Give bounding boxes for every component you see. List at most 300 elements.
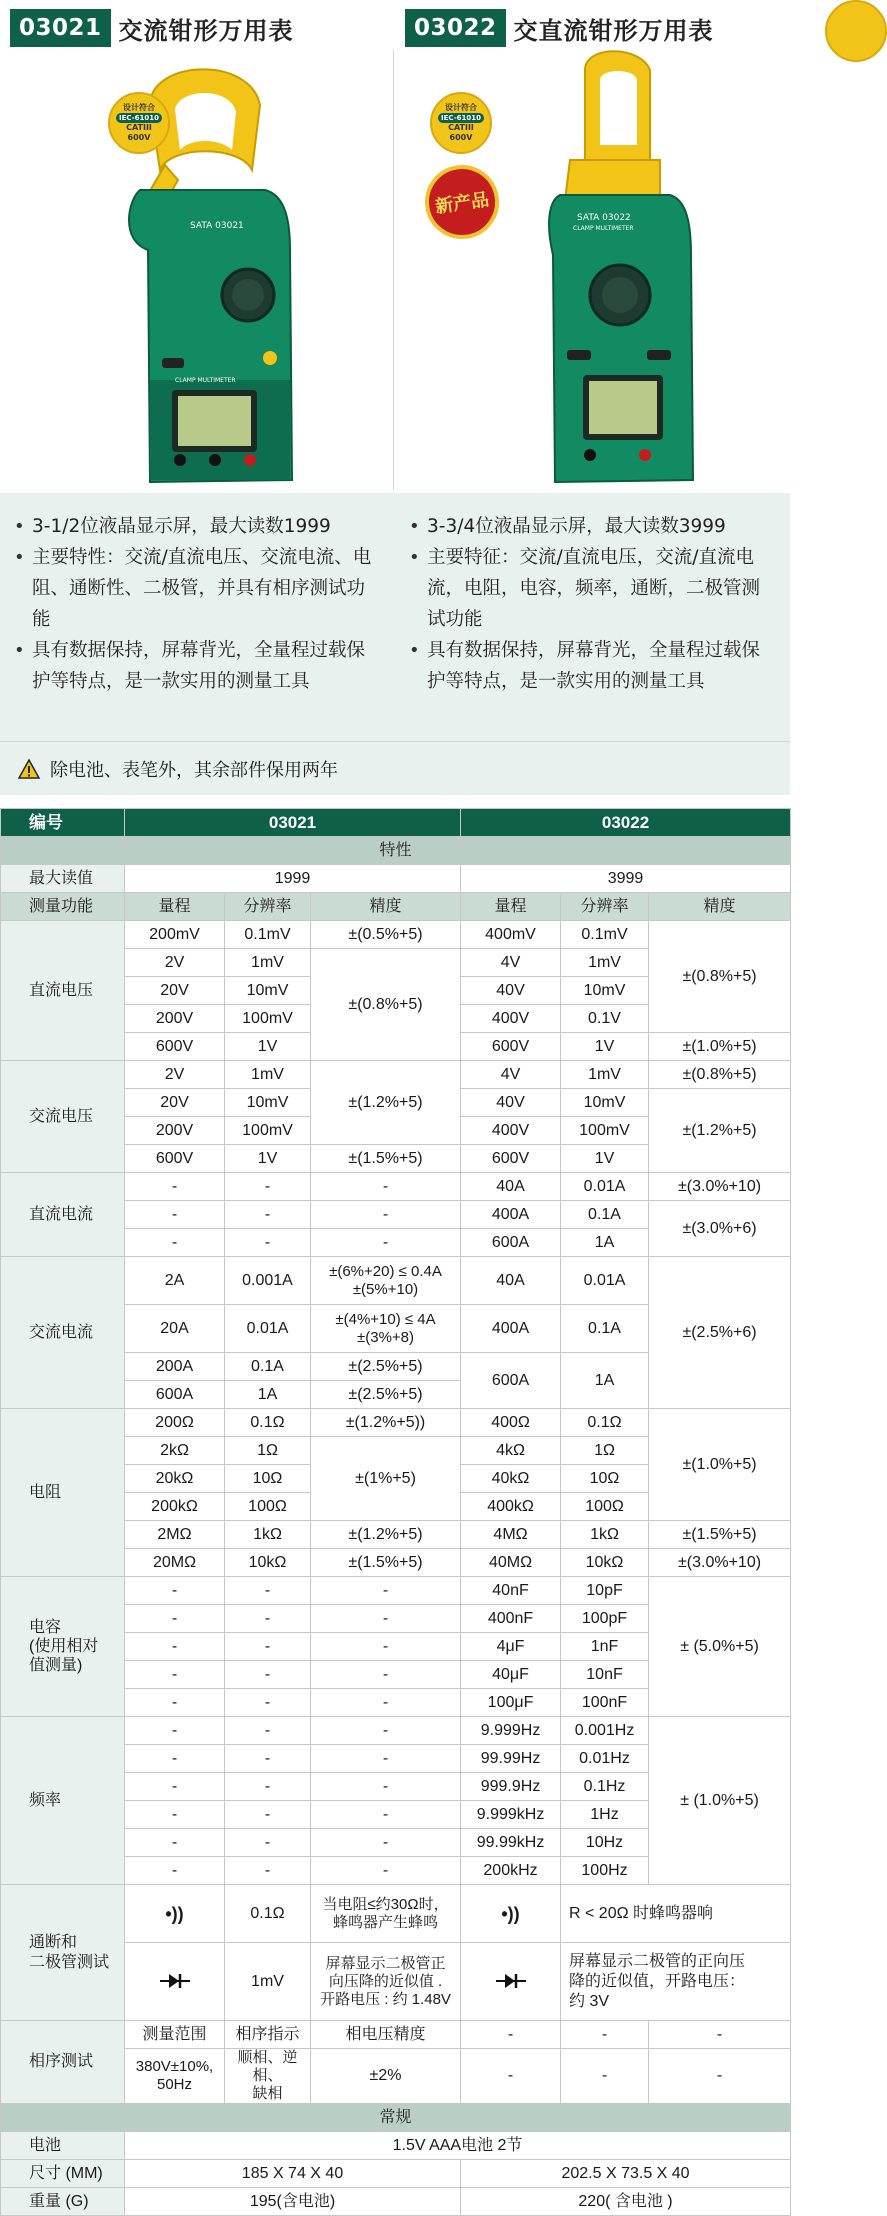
cell: ±(1.5%+5)	[311, 1145, 461, 1173]
cell: 相序指示	[225, 2021, 311, 2049]
cell: -	[125, 1689, 225, 1717]
cell: 1Hz	[561, 1801, 649, 1829]
cell: -	[125, 1829, 225, 1857]
cell: 100nF	[561, 1689, 649, 1717]
cell-line: 380V±10%,	[135, 2058, 214, 2075]
divider	[393, 50, 394, 490]
cell: -	[311, 1661, 461, 1689]
diode-icon	[125, 1943, 225, 2021]
cell: 1A	[225, 1381, 311, 1409]
cert-line: CATIII	[448, 123, 474, 132]
cell: ±(1.2%+5)	[311, 1521, 461, 1549]
feature-item: • 3-1/2位液晶显示屏，最大读数1999	[14, 511, 381, 542]
cell: ±(2.5%+6)	[649, 1257, 791, 1409]
cell: 20MΩ	[125, 1549, 225, 1577]
cell: ±(1.2%+5))	[311, 1409, 461, 1437]
cell: 40A	[461, 1257, 561, 1305]
header-03022: 03022	[461, 809, 791, 837]
cell: 0.1Ω	[561, 1409, 649, 1437]
cert-line: 600V	[127, 133, 151, 142]
iec-cert-badge	[825, 0, 887, 62]
cell: ± (1.0%+5)	[649, 1717, 791, 1885]
cert-line: 设计符合	[445, 103, 477, 112]
table-row	[1, 2160, 791, 2188]
product-code: 03022	[405, 9, 506, 47]
cell: 40V	[461, 977, 561, 1005]
cell: 1A	[561, 1229, 649, 1257]
table-row	[1, 1577, 791, 1605]
cell: ± (5.0%+5)	[649, 1577, 791, 1717]
cell: -	[311, 1689, 461, 1717]
cell	[225, 2049, 311, 2104]
cell: ±(3.0%+10)	[649, 1549, 791, 1577]
cell: -	[225, 1773, 311, 1801]
cell: 0.1V	[561, 1005, 649, 1033]
cell: -	[311, 1717, 461, 1745]
cell: -	[561, 2021, 649, 2049]
cell-line: 缺相	[252, 2085, 283, 2102]
cell: 202.5 X 73.5 X 40	[461, 2160, 791, 2188]
cell	[311, 1305, 461, 1353]
cert-line: IEC-61010	[116, 113, 162, 123]
cell: -	[225, 1829, 311, 1857]
cell-line: ±(5%+10)	[352, 1280, 419, 1298]
cell: 400A	[461, 1201, 561, 1229]
cell: 99.99Hz	[461, 1745, 561, 1773]
cell: 1mV	[225, 1943, 311, 2021]
cell: 10mV	[225, 1089, 311, 1117]
product-name: 交流钳形万用表	[118, 16, 294, 45]
cert-line: IEC-61010	[438, 113, 484, 123]
cell: 400nF	[461, 1605, 561, 1633]
cell: 200kHz	[461, 1857, 561, 1885]
cell: ±(2.5%+5)	[311, 1353, 461, 1381]
row-label: 交流电流	[1, 1257, 125, 1409]
cell-line: 屏幕显示二极管的正向压	[569, 1952, 746, 1970]
cell: 相电压精度	[311, 2021, 461, 2049]
features-03021	[0, 493, 395, 751]
col-header: 分辨率	[561, 893, 649, 921]
cell: 99.99kHz	[461, 1829, 561, 1857]
row-label: 频率	[1, 1717, 125, 1885]
cell: 200Ω	[125, 1409, 225, 1437]
cell: ±(0.8%+5)	[649, 921, 791, 1033]
row-label-line: 二极管测试	[29, 1953, 110, 1971]
cell: 20V	[125, 1089, 225, 1117]
cell: -	[225, 1717, 311, 1745]
cell: 1V	[561, 1033, 649, 1061]
cell: 200kΩ	[125, 1493, 225, 1521]
cell: 1V	[561, 1145, 649, 1173]
product-panels	[0, 0, 790, 493]
cell: -	[125, 1577, 225, 1605]
cell: 200mV	[125, 921, 225, 949]
column-header-row	[1, 893, 791, 921]
product-title	[10, 9, 294, 47]
cell: -	[311, 1605, 461, 1633]
cell: -	[125, 1173, 225, 1201]
features-03022	[395, 493, 790, 751]
cell: -	[125, 1717, 225, 1745]
table-row	[1, 1257, 791, 1305]
cell: ±(1.0%+5)	[649, 1409, 791, 1521]
cell: -	[649, 2049, 791, 2104]
cell: 3999	[461, 865, 791, 893]
cell: 10Ω	[561, 1465, 649, 1493]
cell: 1mV	[225, 1061, 311, 1089]
cell: ±(3.0%+10)	[649, 1173, 791, 1201]
cell: 2A	[125, 1257, 225, 1305]
cell: -	[561, 2049, 649, 2104]
cell: -	[125, 1605, 225, 1633]
cell: 4MΩ	[461, 1521, 561, 1549]
cell: 40MΩ	[461, 1549, 561, 1577]
cell-line: 当电阻≤约30Ω时，	[322, 1895, 449, 1913]
row-label-line: 通断和	[29, 1933, 78, 1951]
cell: 1kΩ	[561, 1521, 649, 1549]
cell: 100pF	[561, 1605, 649, 1633]
cell: 999.9Hz	[461, 1773, 561, 1801]
cell: 200A	[125, 1353, 225, 1381]
cell: 0.01A	[225, 1305, 311, 1353]
cell: 185 X 74 X 40	[125, 2160, 461, 2188]
table-row	[1, 865, 791, 893]
cell: 1mV	[225, 949, 311, 977]
cell: 4kΩ	[461, 1437, 561, 1465]
continuity-icon: •))	[461, 1885, 561, 1943]
cell: 1nF	[561, 1633, 649, 1661]
header-label: 编号	[1, 809, 125, 837]
cell: 40A	[461, 1173, 561, 1201]
cell: 1mV	[561, 1061, 649, 1089]
cell: -	[649, 2021, 791, 2049]
feature-item: • 具有数据保持，屏幕背光，全量程过载保护等特点，是一款实用的测量工具	[14, 635, 381, 697]
cell: ±(1.2%+5)	[649, 1089, 791, 1173]
feature-item: • 主要特征：交流/直流电压，交流/直流电流，电阻，电容，频率，通断，二极管测试功能	[409, 542, 776, 635]
cell: 1999	[125, 865, 461, 893]
cell: ±(1.5%+5)	[649, 1521, 791, 1549]
cell	[561, 1943, 791, 2021]
product-title	[405, 9, 714, 47]
cell: -	[125, 1633, 225, 1661]
cell-line: ±(3%+8)	[357, 1328, 415, 1346]
cell: 40nF	[461, 1577, 561, 1605]
continuity-icon: •))	[125, 1885, 225, 1943]
warranty-text: 除电池、表笔外，其余部件保用两年	[50, 759, 338, 781]
cell: -	[311, 1857, 461, 1885]
warning-icon	[18, 759, 40, 779]
cell: 2V	[125, 1061, 225, 1089]
cell-line: ±(6%+20) ≤ 0.4A	[329, 1262, 442, 1280]
col-header: 测量功能	[1, 893, 125, 921]
col-header: 分辨率	[225, 893, 311, 921]
svg-text:SATA 03021: SATA 03021	[190, 221, 244, 231]
cell: ±(0.8%+5)	[649, 1061, 791, 1089]
cell: 1V	[225, 1145, 311, 1173]
cell-line: 50Hz	[156, 2076, 193, 2093]
cell: 100mV	[225, 1117, 311, 1145]
cell: -	[311, 1577, 461, 1605]
cell: 2kΩ	[125, 1437, 225, 1465]
col-header: 精度	[649, 893, 791, 921]
cell: 4V	[461, 1061, 561, 1089]
row-label: 相序测试	[1, 2021, 125, 2104]
spec-table	[0, 808, 791, 2216]
cell: ±(1%+5)	[311, 1437, 461, 1521]
table-row	[1, 1061, 791, 1089]
cell: 1mV	[561, 949, 649, 977]
cell-line: 顺相、逆相、	[237, 2049, 298, 2084]
col-header: 量程	[461, 893, 561, 921]
row-label-line: 值测量)	[29, 1657, 83, 1674]
product-name: 交直流钳形万用表	[513, 16, 714, 45]
cell-line: 开路电压 : 约 1.48V	[320, 1990, 451, 2008]
table-row	[1, 2132, 791, 2160]
table-row	[1, 2188, 791, 2216]
cell: -	[311, 1173, 461, 1201]
cell: 9.999kHz	[461, 1801, 561, 1829]
cell: 40V	[461, 1089, 561, 1117]
cell: 200V	[125, 1005, 225, 1033]
section-general: 常规	[1, 2104, 791, 2132]
cell-line: 向压降的近似值 .	[328, 1972, 443, 1990]
features-panel	[0, 493, 790, 751]
cell: 100mV	[561, 1117, 649, 1145]
cell: 4V	[461, 949, 561, 977]
row-label	[1, 1885, 125, 2021]
cell: 0.1mV	[561, 921, 649, 949]
cell: 400mV	[461, 921, 561, 949]
cell: -	[125, 1773, 225, 1801]
cell: ±(1.2%+5)	[311, 1061, 461, 1145]
cell: 测量范围	[125, 2021, 225, 2049]
cell: -	[311, 1201, 461, 1229]
cell	[125, 2049, 225, 2104]
cell-line: 降的近似值，开路电压：	[569, 1972, 746, 1990]
cell: -	[225, 1229, 311, 1257]
feature-item: • 3-3/4位液晶显示屏，最大读数3999	[409, 511, 776, 542]
cell: 100Ω	[561, 1493, 649, 1521]
feature-item: • 主要特性：交流/直流电压、交流电流、电阻、通断性、二极管，并具有相序测试功能	[14, 542, 381, 635]
cell: 600A	[461, 1353, 561, 1409]
cell: 4μF	[461, 1633, 561, 1661]
cell: 100Ω	[225, 1493, 311, 1521]
cell: 40μF	[461, 1661, 561, 1689]
cell: 0.001Hz	[561, 1717, 649, 1745]
cell: -	[225, 1633, 311, 1661]
cell: 0.01Hz	[561, 1745, 649, 1773]
cell: -	[125, 1229, 225, 1257]
cell: 0.01A	[561, 1257, 649, 1305]
cell: ±2%	[311, 2049, 461, 2104]
cell: 1A	[561, 1353, 649, 1409]
table-row	[1, 1717, 791, 1745]
cell: -	[311, 1801, 461, 1829]
table-row	[1, 1409, 791, 1437]
cell: 20A	[125, 1305, 225, 1353]
row-label: 电池	[1, 2132, 125, 2160]
row-label: 直流电流	[1, 1173, 125, 1257]
cell: -	[125, 1745, 225, 1773]
cell: 600V	[461, 1033, 561, 1061]
cell: -	[125, 1801, 225, 1829]
cell: -	[311, 1773, 461, 1801]
cell: ±(1.5%+5)	[311, 1549, 461, 1577]
cell-line: ±(4%+10) ≤ 4A	[335, 1310, 436, 1328]
cert-line: CATIII	[126, 123, 152, 132]
cell: 400kΩ	[461, 1493, 561, 1521]
cell: -	[225, 1857, 311, 1885]
cell: 100mV	[225, 1005, 311, 1033]
feature-item: • 具有数据保持，屏幕背光，全量程过载保护等特点，是一款实用的测量工具	[409, 635, 776, 697]
cell-line: 蜂鸣器产生蜂鸣	[333, 1913, 439, 1931]
cell: -	[225, 1801, 311, 1829]
row-label: 尺寸 (MM)	[1, 2160, 125, 2188]
cell: 100μF	[461, 1689, 561, 1717]
cell: ±(3.0%+6)	[649, 1201, 791, 1257]
clamp-meter-03021-image	[0, 50, 395, 490]
col-header: 量程	[125, 893, 225, 921]
cell: 0.1A	[225, 1353, 311, 1381]
cell	[311, 1885, 461, 1943]
cell: -	[311, 1745, 461, 1773]
cell: 100Hz	[561, 1857, 649, 1885]
cell: 400A	[461, 1305, 561, 1353]
cell: 400Ω	[461, 1409, 561, 1437]
cell: 10Hz	[561, 1829, 649, 1857]
cell: -	[125, 1661, 225, 1689]
cell: 0.001A	[225, 1257, 311, 1305]
cell: 10pF	[561, 1577, 649, 1605]
cell: 9.999Hz	[461, 1717, 561, 1745]
cell: ±(0.5%+5)	[311, 921, 461, 949]
cell: -	[125, 1857, 225, 1885]
cell: -	[461, 2021, 561, 2049]
row-label: 重量 (G)	[1, 2188, 125, 2216]
cell: 10kΩ	[561, 1549, 649, 1577]
cell: 1V	[225, 1033, 311, 1061]
cell: 0.1A	[561, 1201, 649, 1229]
cell: 195(含电池)	[125, 2188, 461, 2216]
svg-text:CLAMP MULTIMETER: CLAMP MULTIMETER	[175, 377, 236, 384]
row-label-line: (使用相对	[29, 1638, 99, 1655]
row-label: 最大读值	[1, 865, 125, 893]
cell: 400V	[461, 1005, 561, 1033]
cell: ±(1.0%+5)	[649, 1033, 791, 1061]
cell: 600A	[461, 1229, 561, 1257]
svg-text:CLAMP MULTIMETER: CLAMP MULTIMETER	[573, 225, 634, 232]
svg-text:SATA 03022: SATA 03022	[577, 213, 631, 223]
cell: 10nF	[561, 1661, 649, 1689]
header-03021: 03021	[125, 809, 461, 837]
cert-line: 设计符合	[123, 103, 155, 112]
cell: -	[311, 1633, 461, 1661]
new-product-badge: 新产品	[420, 160, 504, 244]
cell: 0.1Ω	[225, 1885, 311, 1943]
cell: -	[225, 1661, 311, 1689]
cell: 600A	[125, 1381, 225, 1409]
cell: 20kΩ	[125, 1465, 225, 1493]
cell: 600V	[125, 1033, 225, 1061]
cell: -	[311, 1229, 461, 1257]
cell: 600V	[461, 1145, 561, 1173]
table-row	[1, 1173, 791, 1201]
row-label	[1, 1577, 125, 1717]
cell	[311, 1257, 461, 1305]
cell: 0.01A	[561, 1173, 649, 1201]
diode-icon	[461, 1943, 561, 2021]
cell: 10mV	[561, 977, 649, 1005]
cell: -	[225, 1605, 311, 1633]
cell: -	[461, 2049, 561, 2104]
row-label: 交流电压	[1, 1061, 125, 1173]
cell: 1kΩ	[225, 1521, 311, 1549]
cell: 0.1Ω	[225, 1409, 311, 1437]
cell: -	[225, 1745, 311, 1773]
cell: 2MΩ	[125, 1521, 225, 1549]
cell: -	[225, 1201, 311, 1229]
cert-line: 600V	[449, 133, 473, 142]
table-row	[1, 1885, 791, 1943]
product-03021	[0, 0, 395, 493]
row-label: 电阻	[1, 1409, 125, 1577]
cell: 10mV	[561, 1089, 649, 1117]
cell: 0.1Hz	[561, 1773, 649, 1801]
cell: -	[225, 1173, 311, 1201]
cell: 220( 含电池 )	[461, 2188, 791, 2216]
row-label-line: 电容	[29, 1619, 62, 1636]
cell: 10Ω	[225, 1465, 311, 1493]
section-row	[1, 2104, 791, 2132]
cell: R < 20Ω 时蜂鸣器响	[561, 1885, 791, 1943]
cell: 200V	[125, 1117, 225, 1145]
cell: -	[125, 1201, 225, 1229]
section-features: 特性	[1, 837, 791, 865]
cell: 40kΩ	[461, 1465, 561, 1493]
iec-cert-badge	[430, 92, 492, 154]
section-row	[1, 837, 791, 865]
product-code: 03021	[10, 9, 111, 47]
cell: 10mV	[225, 977, 311, 1005]
cell: 1.5V AAA电池 2节	[125, 2132, 791, 2160]
cell-line: 约 3V	[569, 1992, 610, 2010]
cell: 400V	[461, 1117, 561, 1145]
cell: 10kΩ	[225, 1549, 311, 1577]
cell: 20V	[125, 977, 225, 1005]
table-row	[1, 2021, 791, 2049]
cell: -	[225, 1689, 311, 1717]
cell: 0.1mV	[225, 921, 311, 949]
iec-cert-badge	[108, 92, 170, 154]
table-row	[1, 921, 791, 949]
product-03022	[395, 0, 790, 493]
cell	[311, 1943, 461, 2021]
cell: ±(0.8%+5)	[311, 949, 461, 1061]
cell: -	[311, 1829, 461, 1857]
table-header	[1, 809, 791, 837]
cell: 1Ω	[225, 1437, 311, 1465]
cell: 1Ω	[561, 1437, 649, 1465]
warranty-note	[0, 741, 790, 795]
cell: 600V	[125, 1145, 225, 1173]
cell-line: 屏幕显示二极管正	[325, 1954, 446, 1972]
cell: 2V	[125, 949, 225, 977]
cell: ±(2.5%+5)	[311, 1381, 461, 1409]
cell: 0.1A	[561, 1305, 649, 1353]
row-label: 直流电压	[1, 921, 125, 1061]
col-header: 精度	[311, 893, 461, 921]
cell: -	[225, 1577, 311, 1605]
